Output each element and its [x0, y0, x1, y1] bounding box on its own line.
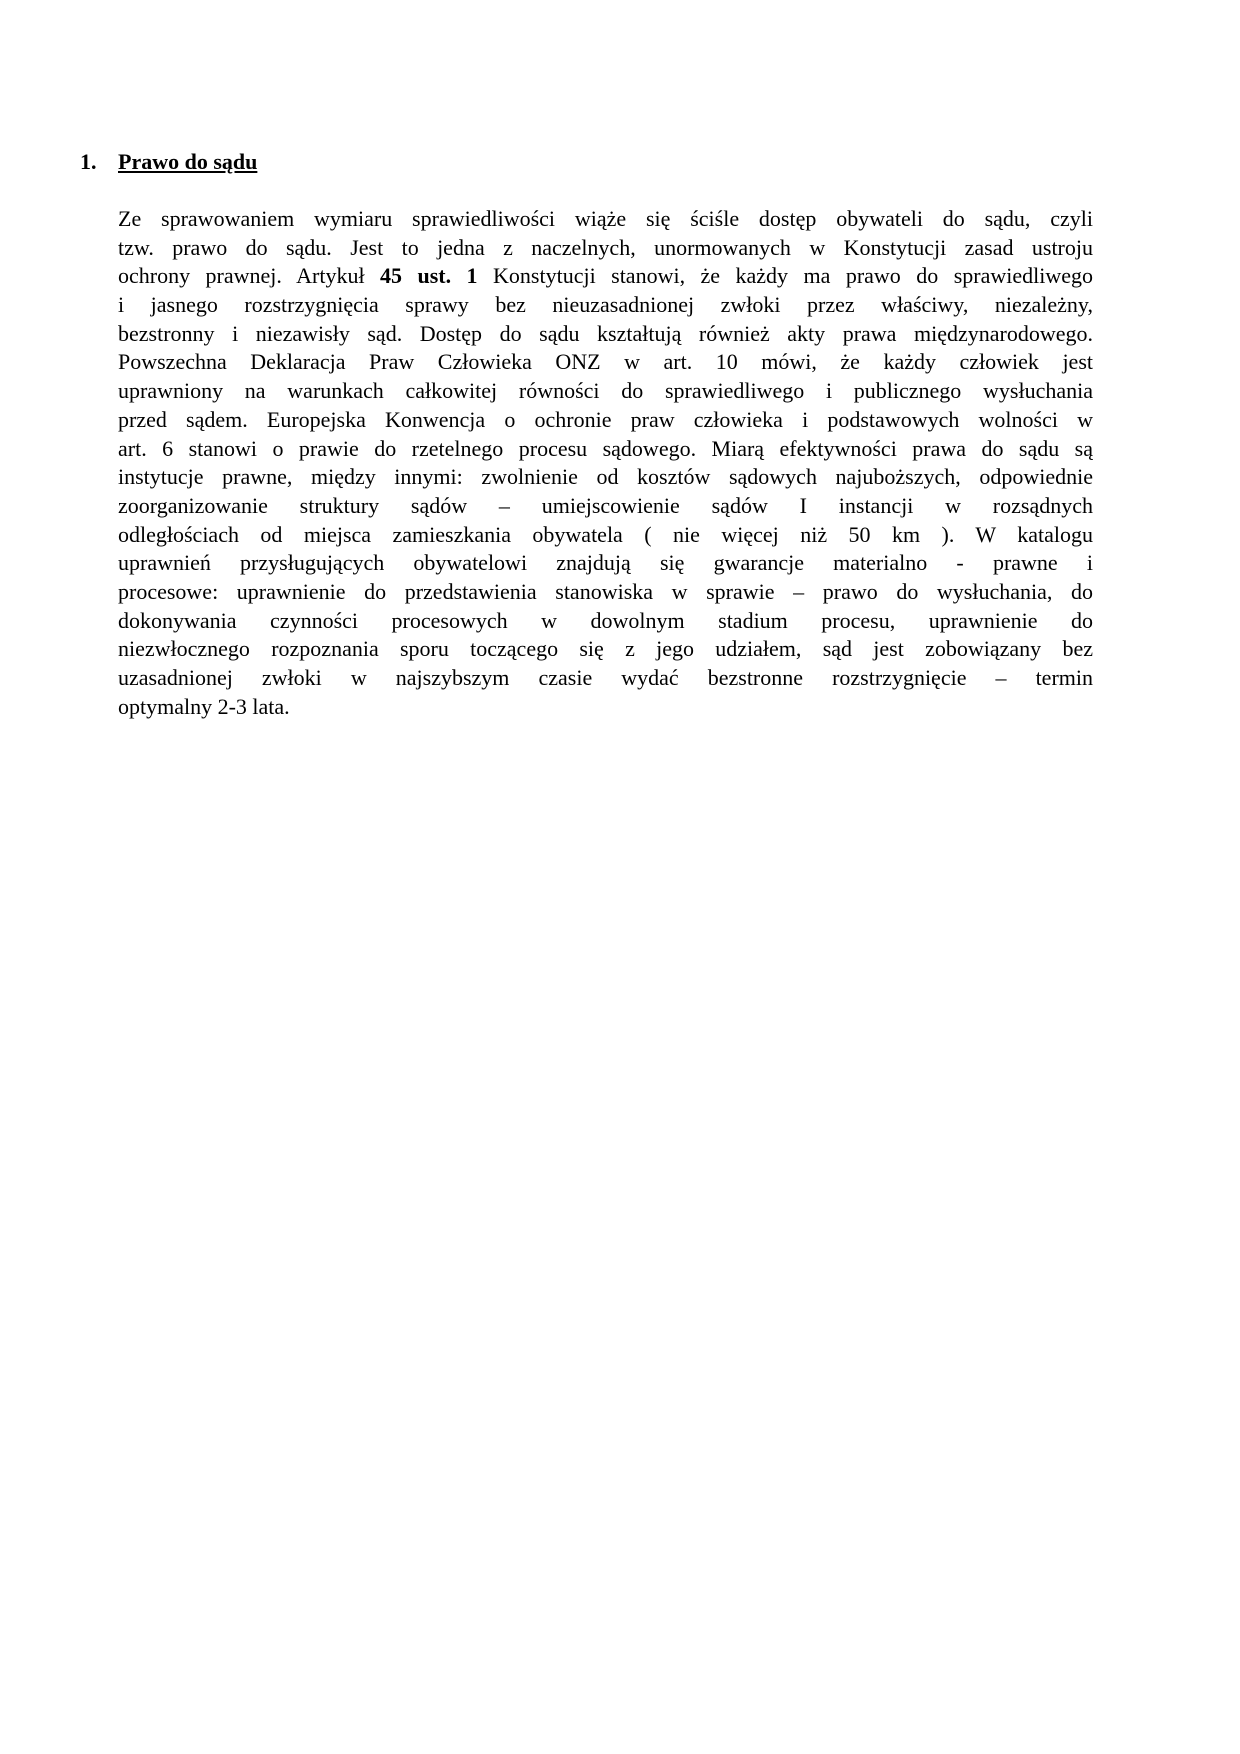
paragraph-line: uprawniony na warunkach całkowitej równości do sprawiedliwego i publicznego wysłuchania — [118, 378, 1093, 404]
section-paragraph — [118, 205, 1093, 721]
paragraph-line: instytucje prawne, między innymi: zwolnienie od kosztów sądowych najuboższych, odpowiednie — [118, 464, 1093, 490]
article-reference: 45 ust. 1 — [380, 263, 478, 289]
heading-title: Prawo do sądu — [118, 149, 258, 174]
paragraph-line: dokonywania czynności procesowych w dowolnym stadium procesu, uprawnienie do — [118, 607, 1093, 633]
paragraph-line: tzw. prawo do sądu. Jest to jedna z naczelnych, unormowanych w Konstytucji zasad ustroju — [118, 234, 1093, 260]
paragraph-line: przed sądem. Europejska Konwencja o ochronie praw człowieka i podstawowych wolności w — [118, 406, 1093, 432]
paragraph-line: odległościach od miejsca zamieszkania obywatela ( nie więcej niż 50 km ). W katalogu — [118, 521, 1093, 547]
paragraph-line — [118, 262, 1093, 291]
paragraph-line: Powszechna Deklaracja Praw Człowieka ONZ w art. 10 mówi, że każdy człowiek jest — [118, 349, 1093, 375]
paragraph-line: zoorganizowanie struktury sądów – umiejscowienie sądów I instancji w rozsądnych — [118, 492, 1093, 518]
paragraph-line: bezstronny i niezawisły sąd. Dostęp do sądu kształtują również akty prawa międzynarodowego. — [118, 320, 1093, 346]
paragraph-line: art. 6 stanowi o prawie do rzetelnego procesu sądowego. Miarą efektywności prawa do sądu są — [118, 435, 1093, 461]
section-heading — [80, 147, 257, 177]
paragraph-text: ochrony prawnej. Artykuł — [118, 263, 381, 289]
paragraph-line: procesowe: uprawnienie do przedstawienia stanowiska w sprawie – prawo do wysłuchania, do — [118, 578, 1093, 604]
heading-number: 1. — [80, 149, 97, 174]
paragraph-line: optymalny 2-3 lata. — [118, 693, 290, 719]
paragraph-line: uprawnień przysługujących obywatelowi znajdują się gwarancje materialno - prawne i — [118, 550, 1093, 576]
paragraph-line: uzasadnionej zwłoki w najszybszym czasie wydać bezstronne rozstrzygnięcie – termin — [118, 665, 1093, 690]
paragraph-line: i jasnego rozstrzygnięcia sprawy bez nieuzasadnionej zwłoki przez właściwy, niezależny, — [118, 292, 1093, 318]
paragraph-line: Ze sprawowaniem wymiaru sprawiedliwości wiąże się ściśle dostęp obywateli do sądu, czyli — [118, 206, 1093, 231]
paragraph-text: Konstytucji stanowi, że każdy ma prawo do sprawiedliwego — [477, 263, 1093, 289]
paragraph-line: niezwłocznego rozpoznania sporu toczącego się z jego udziałem, sąd jest zobowiązany bez — [118, 636, 1093, 662]
